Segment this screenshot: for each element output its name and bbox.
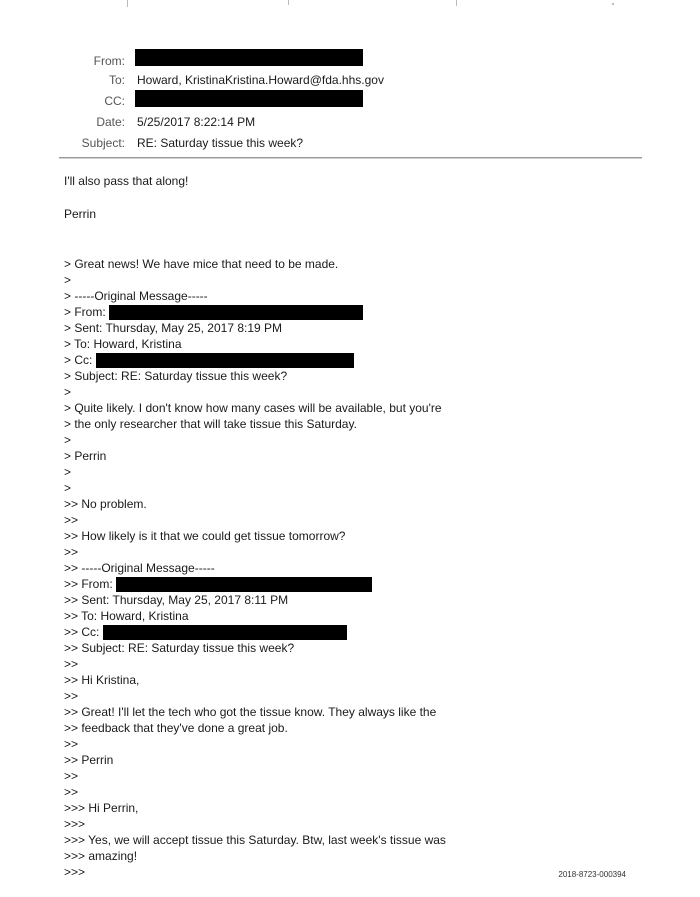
body-line: > Sent: Thursday, May 25, 2017 8:19 PM — [64, 321, 283, 335]
body-line: >> Sent: Thursday, May 25, 2017 8:11 PM — [64, 593, 289, 607]
body-line: Perrin — [64, 207, 97, 221]
body-line: >> Great! I'll let the tech who got the tissue know. They always like the — [64, 705, 437, 719]
body-line: >> — [64, 545, 79, 559]
to-label: To: — [108, 73, 125, 87]
body-line: >> — [64, 737, 79, 751]
body-line: >> -----Original Message----- — [64, 561, 215, 575]
body-line — [64, 577, 372, 592]
body-line — [64, 625, 347, 640]
scan-speck — [612, 3, 614, 5]
subject-label: Subject: — [81, 136, 125, 150]
header-divider — [59, 157, 642, 158]
cc-redaction — [135, 90, 363, 107]
to-value: Howard, KristinaKristina.Howard@fda.hhs.gov — [137, 73, 384, 87]
from-label: From: — [93, 54, 125, 68]
from-redaction — [116, 577, 372, 592]
body-line: > — [64, 433, 72, 447]
body-line: > Perrin — [64, 449, 107, 463]
body-line: > — [64, 385, 72, 399]
body-line: >> — [64, 689, 79, 703]
body-line: > the only researcher that will take tissue this Saturday. — [64, 417, 357, 431]
body-line — [64, 305, 363, 320]
body-line: > — [64, 481, 72, 495]
body-line: > To: Howard, Kristina — [64, 337, 182, 351]
subject-value: RE: Saturday tissue this week? — [137, 136, 304, 150]
body-line: >>> amazing! — [64, 849, 138, 863]
body-line: >> How likely is it that we could get tissue tomorrow? — [64, 529, 346, 543]
date-value: 5/25/2017 8:22:14 PM — [137, 115, 256, 129]
body-line: >> feedback that they've done a great job. — [64, 721, 288, 735]
body-line: >> No problem. — [64, 497, 147, 511]
body-line-text: >> Cc: — [64, 625, 100, 639]
body-line: >> To: Howard, Kristina — [64, 609, 189, 623]
body-line-text: > Cc: — [64, 353, 93, 367]
scan-speck — [456, 0, 457, 6]
date-label: Date: — [96, 115, 125, 129]
body-line: >>> Yes, we will accept tissue this Saturday. Btw, last week's tissue was — [64, 833, 446, 847]
body-line: >> — [64, 657, 79, 671]
body-line: >>> — [64, 817, 86, 831]
cc-redaction — [96, 353, 354, 368]
body-line: >> — [64, 513, 79, 527]
body-line: > -----Original Message----- — [64, 289, 208, 303]
body-line: >>> Hi Perrin, — [64, 801, 139, 815]
body-line: > Subject: RE: Saturday tissue this week? — [64, 369, 288, 383]
cc-redaction — [103, 625, 347, 640]
body-line: >> Subject: RE: Saturday tissue this week? — [64, 641, 295, 655]
body-line: >> Hi Kristina, — [64, 673, 140, 687]
body-line: > — [64, 273, 72, 287]
body-line: > Great news! We have mice that need to be made. — [64, 257, 339, 271]
body-line: I'll also pass that along! — [64, 174, 189, 188]
body-line: > Quite likely. I don't know how many cases will be available, but you're — [64, 401, 442, 415]
from-redaction — [109, 305, 363, 320]
scan-speck — [288, 0, 289, 5]
bates-number: 2018-8723-000394 — [558, 870, 626, 879]
from-redaction — [135, 49, 363, 66]
body-line: > — [64, 465, 72, 479]
body-line: >> Perrin — [64, 753, 114, 767]
scan-speck — [127, 0, 128, 7]
body-line-text: > From: — [64, 305, 106, 319]
cc-label: CC: — [104, 94, 125, 108]
body-line: >> — [64, 769, 79, 783]
body-line — [64, 353, 354, 368]
body-line: >>> — [64, 865, 86, 879]
body-line-text: >> From: — [64, 577, 113, 591]
body-line: >> — [64, 785, 79, 799]
